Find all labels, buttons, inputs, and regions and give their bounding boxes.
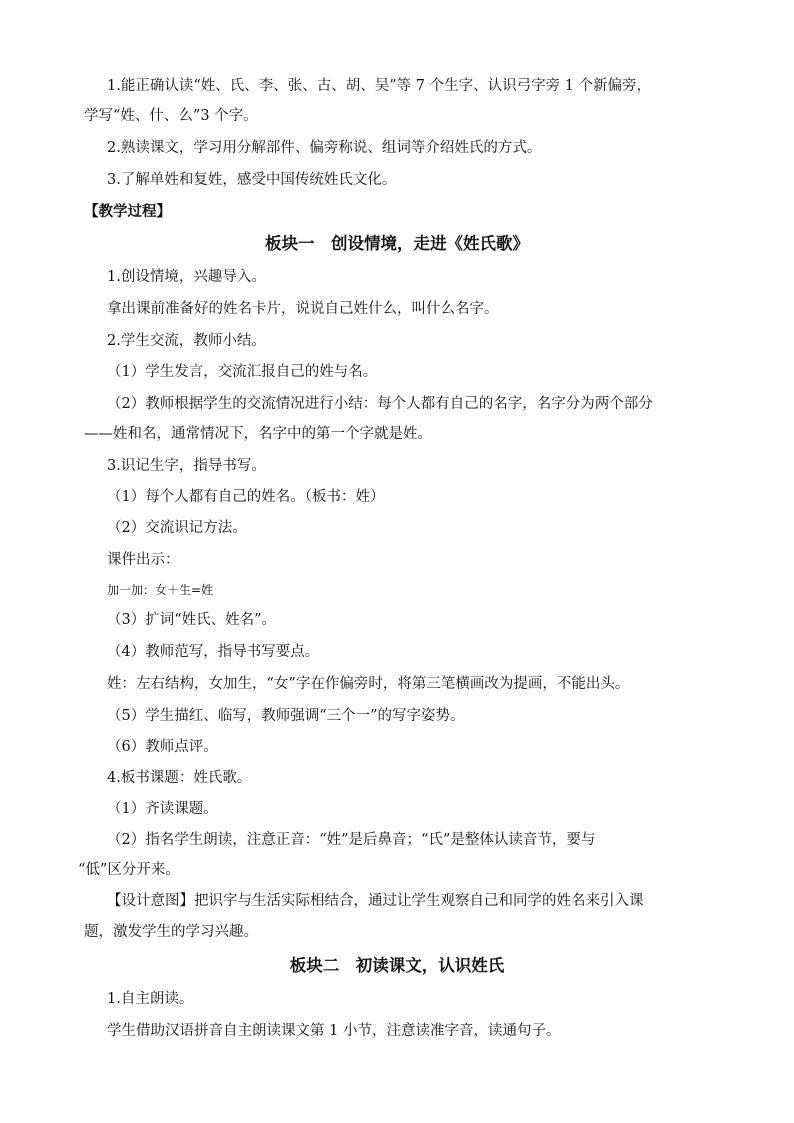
step-1-3-1: （1）每个人都有自己的姓名。（板书：姓） [107, 489, 385, 505]
step-1-4-1: （1）齐读课题。 [107, 801, 218, 817]
step-2-1: 1.自主朗读。 [107, 991, 194, 1007]
step-1-4-2-line-1: （2）指名学生朗读，注意正音：“姓”是后鼻音；“氏”是整体认读音节，要与 [107, 832, 596, 848]
step-1-2-2-line-2: ——姓和名，通常情况下，名字中的第一个字就是姓。 [84, 426, 432, 442]
design-intent-line-2: 题，激发学生的学习兴趣。 [84, 924, 258, 940]
step-1-3-3: （3）扩词“姓氏、姓名”。 [107, 612, 277, 628]
step-1-2-2-line-1: （2）教师根据学生的交流情况进行小结：每个人都有自己的名字，名字分为两个部分 [107, 396, 653, 412]
goal-2: 2.熟读课文，学习用分解部件、偏旁称说、组词等介绍姓氏的方式。 [107, 140, 542, 156]
step-1-2: 2.学生交流，教师小结。 [107, 333, 266, 349]
design-intent-line-1: 【设计意图】把识字与生活实际相结合，通过让学生观察自己和同学的姓名来引入课 [107, 893, 644, 909]
step-1-3-2: （2）交流识记方法。 [107, 520, 247, 536]
courseware-label: 课件出示： [107, 552, 180, 568]
step-1-3-4: （4）教师范写，指导书写要点。 [107, 644, 320, 660]
block-2-title: 板块二 初读课文，认识姓氏 [289, 956, 505, 975]
step-2-1-text: 学生借助汉语拼音自主朗读课文第 1 小节，注意读准字音，读通句子。 [107, 1023, 561, 1039]
step-1-4: 4.板书课题：姓氏歌。 [107, 770, 252, 786]
step-1-2-1: （1）学生发言，交流汇报自己的姓与名。 [107, 364, 378, 380]
step-1-3-6: （6）教师点评。 [107, 739, 218, 755]
step-1-3: 3.识记生字，指导书写。 [107, 458, 266, 474]
goal-3: 3.了解单姓和复姓，感受中国传统姓氏文化。 [107, 172, 397, 188]
block-1-title: 板块一 创设情境，走进《姓氏歌》 [265, 234, 529, 253]
goal-1-line-2: 学写“姓、什、么”3 个字。 [84, 108, 258, 124]
goal-1-line-1: 1.能正确认读“姓、氏、李、张、古、胡、吴”等 7 个生字、认识弓字旁 1 个新偏旁， [107, 78, 652, 94]
step-1-1-text: 拿出课前准备好的姓名卡片，说说自己姓什么，叫什么名字。 [107, 301, 499, 317]
add-formula: 加一加：女＋生=姓 [107, 583, 214, 597]
process-label: 【教学过程】 [84, 203, 171, 220]
step-1-3-4-text: 姓：左右结构，女加生，“女”字在作偏旁时，将第三笔横画改为提画，不能出头。 [107, 676, 630, 692]
step-1-4-2-line-2: “低”区分开来。 [78, 862, 180, 878]
step-1-3-5: （5）学生描红、临写，教师强调“三个一”的写字姿势。 [107, 708, 465, 724]
step-1-1: 1.创设情境，兴趣导入。 [107, 269, 266, 285]
